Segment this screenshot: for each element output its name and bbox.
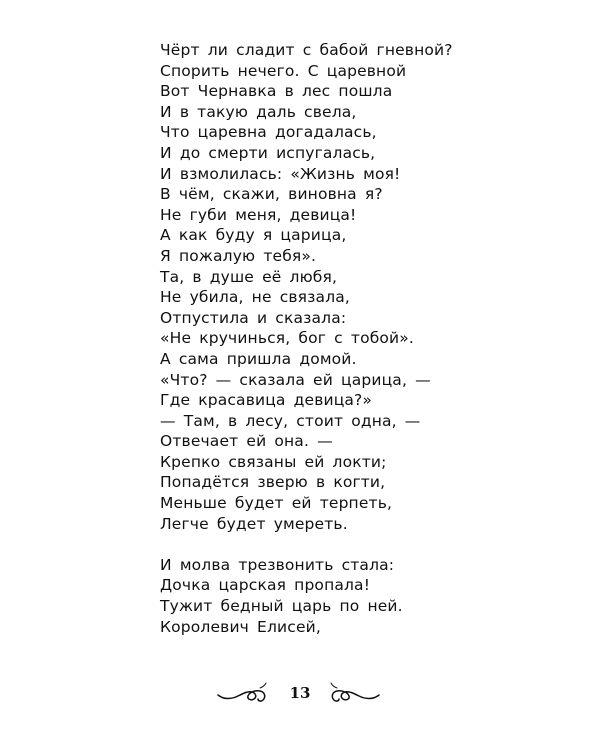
poem-line: Спорить нечего. С царевной xyxy=(160,61,407,80)
poem-line: Королевич Елисей, xyxy=(160,617,321,636)
poem-line: Меньше будет ей терпеть, xyxy=(160,494,393,513)
poem-line: Где красавица девица?» xyxy=(160,391,373,410)
poem-line: Что царевна догадалась, xyxy=(160,123,377,142)
poem-line: Чёрт ли сладит с бабой гневной? xyxy=(160,41,453,59)
page-footer xyxy=(0,674,600,714)
poem-line: Легче будет умереть. xyxy=(160,514,348,533)
poem-line: А как буду я царица, xyxy=(160,226,347,245)
poem-line: И молва трезвонить стала: xyxy=(160,555,395,574)
flourish-ornament-icon xyxy=(329,682,381,706)
poem-line: «Не кручинься, бог с тобой». xyxy=(160,329,414,348)
poem-line: Не убила, не связала, xyxy=(160,288,350,307)
poem-line: Крепко связаны ей локти; xyxy=(160,452,387,471)
poem-line: И взмолилась: «Жизнь моя! xyxy=(160,164,401,183)
poem-line: В чём, скажи, виновна я? xyxy=(160,185,383,204)
poem-line: Дочка царская пропала! xyxy=(160,576,371,595)
poem-line: Отпустила и сказала: xyxy=(160,308,347,327)
poem-line: «Что? — сказала ей царица, — xyxy=(160,370,431,389)
poem-text xyxy=(160,40,580,637)
stanza xyxy=(160,40,580,534)
poem-line: Не губи меня, девица! xyxy=(160,205,357,224)
poem-line: И в такую даль свела, xyxy=(160,102,357,121)
stanza xyxy=(160,555,580,637)
flourish-ornament-icon xyxy=(216,682,268,706)
poem-line: А сама пришла домой. xyxy=(160,349,357,368)
poem-line: Я пожалую тебя». xyxy=(160,246,317,265)
poem-line: — Там, в лесу, стоит одна, — xyxy=(160,411,421,430)
poem-line: Вот Чернавка в лес пошла xyxy=(160,82,393,101)
poem-line: Тужит бедный царь по ней. xyxy=(160,597,403,616)
poem-line: Отвечает ей она. — xyxy=(160,432,333,451)
poem-line: Попадётся зверю в когти, xyxy=(160,473,386,492)
poem-line: Та, в душе её любя, xyxy=(160,267,338,286)
poem-line: И до смерти испугалась, xyxy=(160,143,376,162)
page-number: 13 xyxy=(289,684,311,702)
